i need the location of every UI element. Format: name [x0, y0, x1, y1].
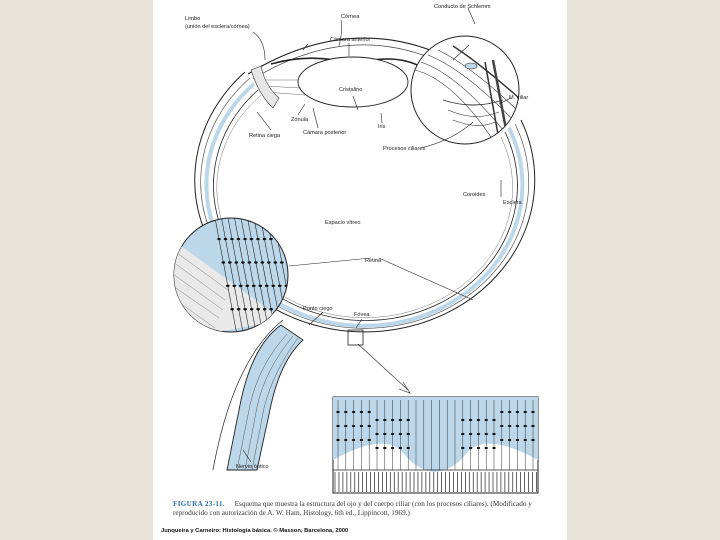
label-limbo: Limbo [185, 16, 201, 22]
label-fovea: Fóvea [354, 312, 370, 318]
label-iris: Iris [378, 124, 386, 130]
label-blind-spot: Punto ciego [303, 306, 333, 312]
label-limbo-desc: (unión del esclera/córnea) [185, 24, 250, 30]
optic-nerve [213, 320, 303, 470]
label-vitreous: Espacio vítreo [325, 220, 361, 226]
label-blind-retina: Retina ciega [249, 133, 281, 139]
label-zonule: Zónula [291, 117, 309, 123]
label-ciliary-muscle: M. ciliar [509, 95, 529, 101]
label-sclera: Esclera [503, 200, 522, 206]
figure-number: FIGURA 23-11. [173, 500, 225, 508]
label-schlemm-canal: Conducto de Schlemm [434, 4, 491, 10]
fovea-detail-box [333, 397, 538, 493]
retina-magnified-circle [173, 218, 309, 340]
label-cornea: Córnea [341, 14, 360, 20]
figure-caption [173, 500, 553, 518]
label-choroid: Coroides [463, 192, 486, 198]
label-lens: Cristalino [339, 87, 363, 93]
figure-page [153, 0, 567, 540]
eye-anatomy-diagram [153, 0, 567, 540]
label-ciliary-processes: Procesos ciliares [383, 146, 426, 152]
ciliary-magnified-circle [411, 36, 519, 144]
label-retina: Retina [365, 258, 382, 264]
label-posterior-chamber: Cámara posterior [303, 130, 347, 136]
source-credit: Junqueira y Carneiro: Histología básica. © Masson, Barcelona, 2000 [161, 528, 349, 534]
lens [298, 57, 408, 107]
caption-text: Esquema que muestra la estructura del ojo y del cuerpo ciliar (con los procesos ciliares). (Modificado y reproducido con autorización de A. W. Ham, Histology, 6th ed., Lippincott, 1969.) [173, 500, 532, 517]
label-optic-nerve: Nervio óptico [236, 464, 269, 470]
label-anterior-chamber: Cámara anterior [330, 37, 371, 43]
